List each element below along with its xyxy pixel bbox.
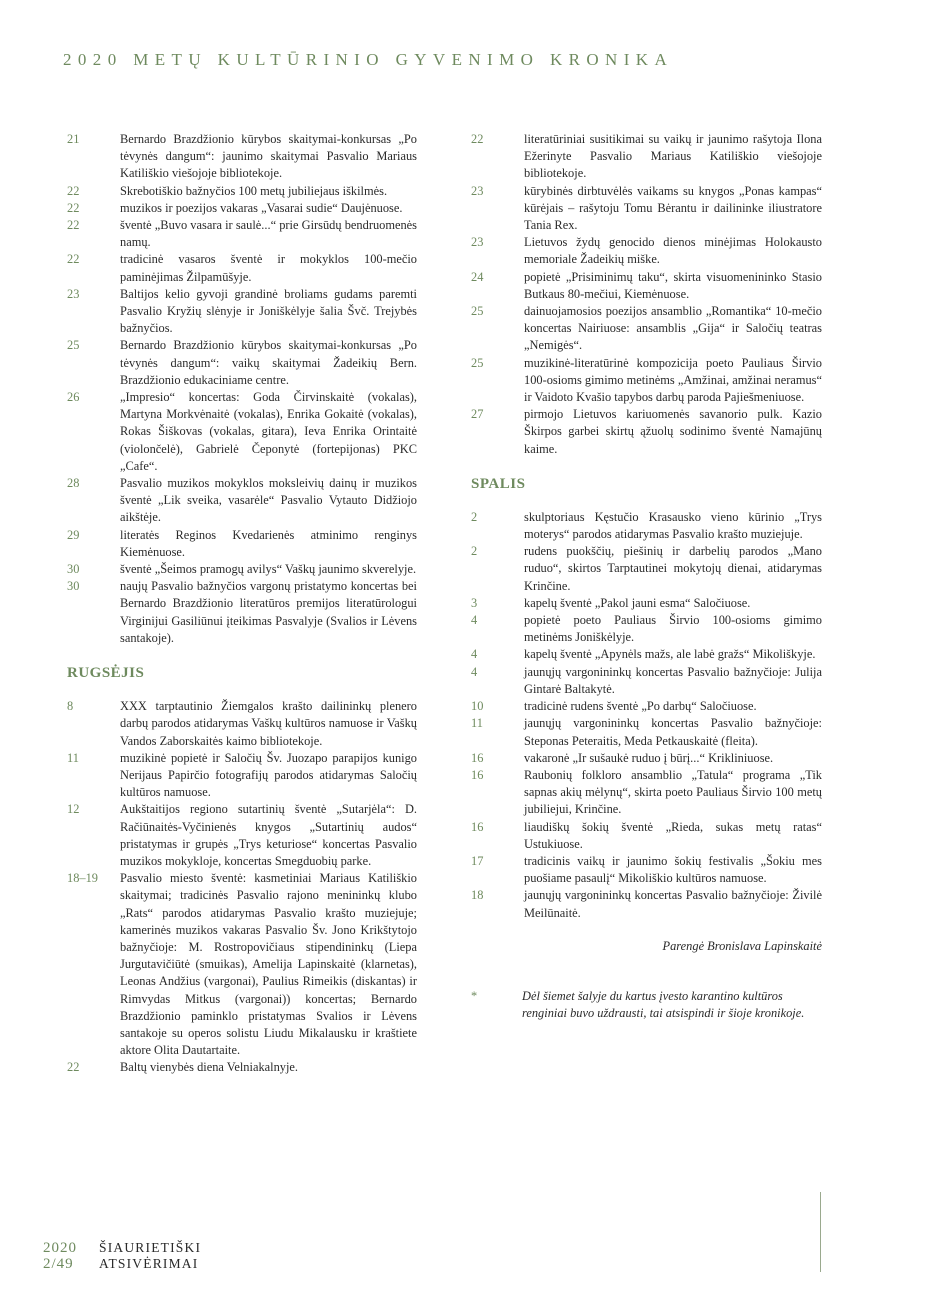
entry-date: 22	[67, 200, 80, 215]
magazine-name-line2: ATSIVĖRIMAI	[99, 1256, 199, 1271]
entry-text: „Impresio“ koncertas: Goda Čirvinskaitė (vokalas), Martyna Morkvėnaitė (vokalas), Enrika Gokaitė (vokalas), Rokas Šiškovas (vokalas, gitara), Ieva Enrika Orintaitė (violončelė), Gabrielė Čeponytė (fortepijonas) PKC „Cafe“.	[120, 390, 417, 473]
entry-text: tradicinė vasaros šventė ir mokyklos 100-mečio paminėjimas Žilpamūšyje.	[120, 252, 417, 284]
chronicle-entry	[471, 767, 822, 819]
entry-date: 29	[67, 527, 80, 542]
entry-date: 27	[471, 407, 484, 422]
chronicle-entry	[471, 664, 822, 698]
chronicle-entry	[471, 698, 822, 715]
left-entries-bottom	[67, 698, 417, 1076]
entry-date: 3	[471, 595, 478, 610]
footer-divider	[820, 1192, 821, 1272]
chronicle-entry	[67, 131, 417, 183]
entry-date: 10	[471, 699, 484, 714]
chronicle-entry	[471, 355, 822, 407]
chronicle-entry	[67, 578, 417, 647]
chronicle-entry	[471, 269, 822, 303]
entry-text: Baltų vienybės diena Velniakalnyje.	[120, 1060, 299, 1075]
chronicle-entry	[471, 750, 822, 767]
chronicle-entry	[67, 286, 417, 338]
chronicle-entry	[471, 715, 822, 749]
chronicle-entry	[67, 801, 417, 870]
entry-text: dainuojamosios poezijos ansamblio „Romantika“ 10-mečio koncertas Nairiuose: ansamblis „Gija“ ir Saločių teatras „Nemigės“.	[524, 304, 822, 353]
chronicle-entry	[471, 406, 822, 458]
chronicle-entry	[67, 1059, 417, 1076]
entry-text: rudens puokščių, piešinių ir darbelių parodos „Mano ruduo“, skirtos Tarptautinei mokytojų dienai, atidarymas Krinčine.	[524, 544, 822, 593]
entry-date: 22	[67, 183, 80, 198]
entry-date: 25	[471, 355, 484, 370]
entry-text: Pasvalio miesto šventė: kasmetiniai Mariaus Katiliškio skaitymai; tradicinės Pasvalio rajono menininkų klubo „Rats“ parodos atidarymas Pasvalio krašto muziejuje; kamerinės muzikos vakaras Pasvalio Šv. Jono Krikštytojo bažnyčioje: M. Rostropovičiaus stipendininkų (Liepa Jurgutavičiūtė (smuikas), Amelija Lapinskaitė (klarnetas), Leonas Andžius (vargonai), Paulius Rimeikis (diskantas) ir Rimvydas Mitkus (vargonai)) koncertas; Bernardo Brazdžionio paminklo pristatymas Svalios ir Lėvens santakoje su operos solistu Liudu Mikalausku ir kraštiete aktore Olita Dautartaite.	[120, 871, 417, 1058]
entry-text: naujų Pasvalio bažnyčios vargonų pristatymo koncertas bei Bernardo Brazdžionio literatūros premijos literatūrologui Virginijui Gasiliūnui įteikimas Pasvalyje (Svalios ir Lėvens santakoje).	[120, 579, 417, 645]
entry-text: šventė „Šeimos pramogų avilys“ Vaškų jaunimo skverelyje.	[120, 562, 417, 577]
entry-text: vakaronė „Ir sušaukė ruduo į būrį...“ Krikliniuose.	[524, 750, 774, 765]
entry-date: 23	[471, 235, 484, 250]
entry-date: 2	[471, 544, 478, 559]
entry-date: 22	[67, 1060, 80, 1075]
footer-issue	[43, 1240, 77, 1272]
month-heading-september: RUGSĖJIS	[67, 665, 145, 682]
page-footer	[43, 1240, 201, 1272]
entry-text: muzikinė-literatūrinė kompozicija poeto Pauliaus Širvio 100-osioms gimimo metinėms „Amžinai, amžinai neramus“ ir Vaidoto Kvašio tapybos darbų paroda Pajiešmeniuose.	[524, 355, 822, 405]
chronicle-entry	[471, 183, 822, 235]
entry-text: literatūriniai susitikimai su vaikų ir jaunimo rašytoja Ilona Ežerinyte Pasvalio Mariaus Katiliškio viešojoje bibliotekoje.	[524, 132, 822, 181]
entry-text: muzikos ir poezijos vakaras „Vasarai sudie“ Daujėnuose.	[120, 200, 403, 215]
entry-text: jaunųjų vargonininkų koncertas Pasvalio bažnyčioje: Živilė Meilūnaitė.	[524, 888, 822, 920]
right-column	[471, 131, 822, 1022]
chronicle-entry	[471, 131, 822, 183]
entry-date: 2	[471, 509, 478, 524]
chronicle-entry	[471, 543, 822, 595]
chronicle-entry	[67, 870, 417, 1059]
entry-text: Bernardo Brazdžionio kūrybos skaitymai-konkursas „Po tėvynės dangum“: vaikų skaitymai Žadeikių Bern. Brazdžionio edukaciniame centre.	[120, 338, 417, 387]
chronicle-entry	[471, 612, 822, 646]
left-column	[67, 131, 417, 1077]
chronicle-entry	[67, 251, 417, 285]
entry-text: jaunųjų vargonininkų koncertas Pasvalio bažnyčioje: Julija Gintarė Baltakytė.	[524, 664, 822, 696]
chronicle-entry	[471, 595, 822, 612]
entry-date: 30	[67, 579, 80, 594]
chronicle-entry	[471, 646, 822, 663]
entry-text: Skrebotiškio bažnyčios 100 metų jubiliejaus iškilmės.	[120, 183, 388, 198]
entry-date: 24	[471, 269, 484, 284]
entry-text: tradicinis vaikų ir jaunimo šokių festivalis „Šokiu mes puošiame pasaulį“ Mikoliškio kultūros namuose.	[524, 853, 822, 886]
magazine-name-line1: ŠIAURIETIŠKI	[99, 1240, 202, 1255]
entry-date: 16	[471, 819, 484, 834]
footer-issue-number: 2/49	[43, 1256, 74, 1272]
chronicle-entry	[471, 887, 822, 921]
month-heading-october: SPALIS	[471, 475, 526, 492]
entry-text: popietė „Prisiminimų taku“, skirta visuomenininko Stasio Butkaus 80-mečiui, Kiemėnuose.	[524, 269, 822, 301]
entry-date: 23	[67, 286, 80, 301]
footnote	[471, 988, 822, 1022]
entry-date: 4	[471, 647, 478, 662]
chronicle-entry	[67, 200, 417, 217]
chronicle-entry	[67, 561, 417, 578]
entry-text: skulptoriaus Kęstučio Krasausko vieno kūrinio „Trys moterys“ parodos atidarymas Pasvalio krašto muziejuje.	[524, 509, 822, 542]
entry-date: 30	[67, 562, 80, 577]
entry-date: 21	[67, 132, 80, 146]
entry-date: 22	[471, 132, 484, 146]
entry-date: 4	[471, 613, 478, 628]
entry-text: literatės Reginos Kvedarienės atminimo renginys Kiemėnuose.	[120, 527, 417, 559]
magazine-name	[99, 1240, 201, 1272]
entry-text: šventė „Buvo vasara ir saulė...“ prie Girsūdų bendruomenės namų.	[120, 218, 417, 250]
chronicle-entry	[471, 234, 822, 268]
chronicle-entry	[471, 303, 822, 355]
entry-date: 16	[471, 750, 484, 765]
chronicle-entry	[67, 217, 417, 251]
entry-date: 17	[471, 853, 484, 868]
entry-date: 16	[471, 767, 484, 782]
chronicle-entry	[471, 819, 822, 853]
entry-text: kapelų šventė „Apynėls mažs, ale labė gražs“ Mikoliškyje.	[524, 647, 816, 662]
chronicle-entry	[67, 698, 417, 750]
chronicle-entry	[471, 853, 822, 887]
entry-text: Aukštaitijos regiono sutartinių šventė „Sutarjėla“: D. Račiūnaitės-Vyčinienės knygos „Sutartinių audos“ pristatymas ir grupės „Trys keturiose“ koncertas Pasvalio muzikos mokykloje, koncertas Smegduobių parke.	[120, 802, 417, 868]
entry-date: 18–19	[67, 871, 98, 886]
chronicle-entry	[67, 389, 417, 475]
entry-date: 23	[471, 183, 484, 198]
entry-date: 22	[67, 252, 80, 267]
entry-date: 12	[67, 802, 80, 817]
entry-text: liaudiškų šokių šventė „Rieda, sukas metų ratas“ Ustukiuose.	[524, 819, 822, 851]
entry-text: kūrybinės dirbtuvėlės vaikams su knygos „Ponas kampas“ kūrėjais – rašytoju Tomu Bėrantu ir dailininke iliustratore Tania Rex.	[524, 183, 822, 233]
entry-date: 18	[471, 888, 484, 903]
entry-text: jaunųjų vargonininkų koncertas Pasvalio bažnyčioje: Steponas Peteraitis, Meda Petkauskaitė (fleita).	[524, 716, 822, 748]
entry-text: kapelų šventė „Pakol jauni esma“ Saločiuose.	[524, 595, 751, 610]
entry-date: 4	[471, 664, 478, 679]
entry-text: XXX tarptautinio Žiemgalos krašto dailininkų plenero darbų parodos atidarymas Vaškų kultūros namuose ir Vaškų Vandos Zaborskaitės kaimo bibliotekoje.	[120, 699, 417, 748]
entry-date: 25	[471, 304, 484, 319]
page-header: 2020 METŲ KULTŪRINIO GYVENIMO KRONIKA	[63, 50, 674, 69]
entry-text: tradicinė rudens šventė „Po darbų“ Saločiuose.	[524, 699, 757, 714]
entry-date: 22	[67, 218, 80, 233]
entry-text: pirmojo Lietuvos kariuomenės savanorio pulk. Kazio Škirpos garbei skirtų ąžuolų sodinimo šventė Namajūnų kaime.	[524, 407, 822, 456]
right-entries-bottom	[471, 509, 822, 922]
entry-text: Raubonių folkloro ansamblio „Tatula“ programa „Tik sapnas akių mėlynų“, skirta poeto Pauliaus Širvio 100 metų jubiliejui, Krinčine.	[524, 767, 822, 817]
entry-text: Lietuvos žydų genocido dienos minėjimas Holokausto memoriale Žadeikių miške.	[524, 235, 822, 267]
entry-text: muzikinė popietė ir Saločių Šv. Juozapo parapijos kunigo Nerijaus Papirčio fotografijų parodos atidarymas Saločių kultūros namuose.	[120, 750, 417, 800]
entry-text: Bernardo Brazdžionio kūrybos skaitymai-konkursas „Po tėvynės dangum“: jaunimo skaitymai Pasvalio Mariaus Katiliškio viešojoje bibliotekoje.	[120, 132, 417, 181]
entry-date: 28	[67, 476, 80, 491]
footer-year: 2020	[43, 1240, 77, 1256]
entry-text: Baltijos kelio gyvoji grandinė broliams gudams paremti Pasvalio Kryžių slėnyje ir Joniškėlyje šalia Švč. Trejybės bažnyčios.	[120, 286, 417, 336]
chronicle-entry	[67, 527, 417, 561]
footnote-text: Dėl šiemet šalyje du kartus įvesto karantino kultūros renginiai buvo uždrausti, tai atsispindi ir šioje kronikoje.	[522, 988, 805, 1020]
entry-date: 26	[67, 390, 80, 405]
entry-date: 25	[67, 338, 80, 353]
footnote-mark: *	[471, 988, 478, 1003]
chronicle-entry	[67, 475, 417, 527]
entry-date: 8	[67, 699, 74, 714]
chronicle-entry	[67, 750, 417, 802]
chronicle-entry	[67, 337, 417, 389]
entry-text: popietė poeto Pauliaus Širvio 100-osioms gimimo metinėms Joniškėlyje.	[524, 613, 822, 645]
entry-date: 11	[67, 750, 79, 765]
right-entries-top	[471, 131, 822, 458]
entry-date: 11	[471, 716, 483, 731]
left-entries-top	[67, 131, 417, 647]
author-credit: Parengė Bronislava Lapinskaitė	[662, 938, 822, 953]
chronicle-entry	[67, 183, 417, 200]
chronicle-entry	[471, 509, 822, 543]
entry-text: Pasvalio muzikos mokyklos moksleivių dainų ir muzikos šventė „Lik sveika, vasarėle“ Pasvalio Vytauto Didžiojo aikštėje.	[120, 476, 417, 525]
